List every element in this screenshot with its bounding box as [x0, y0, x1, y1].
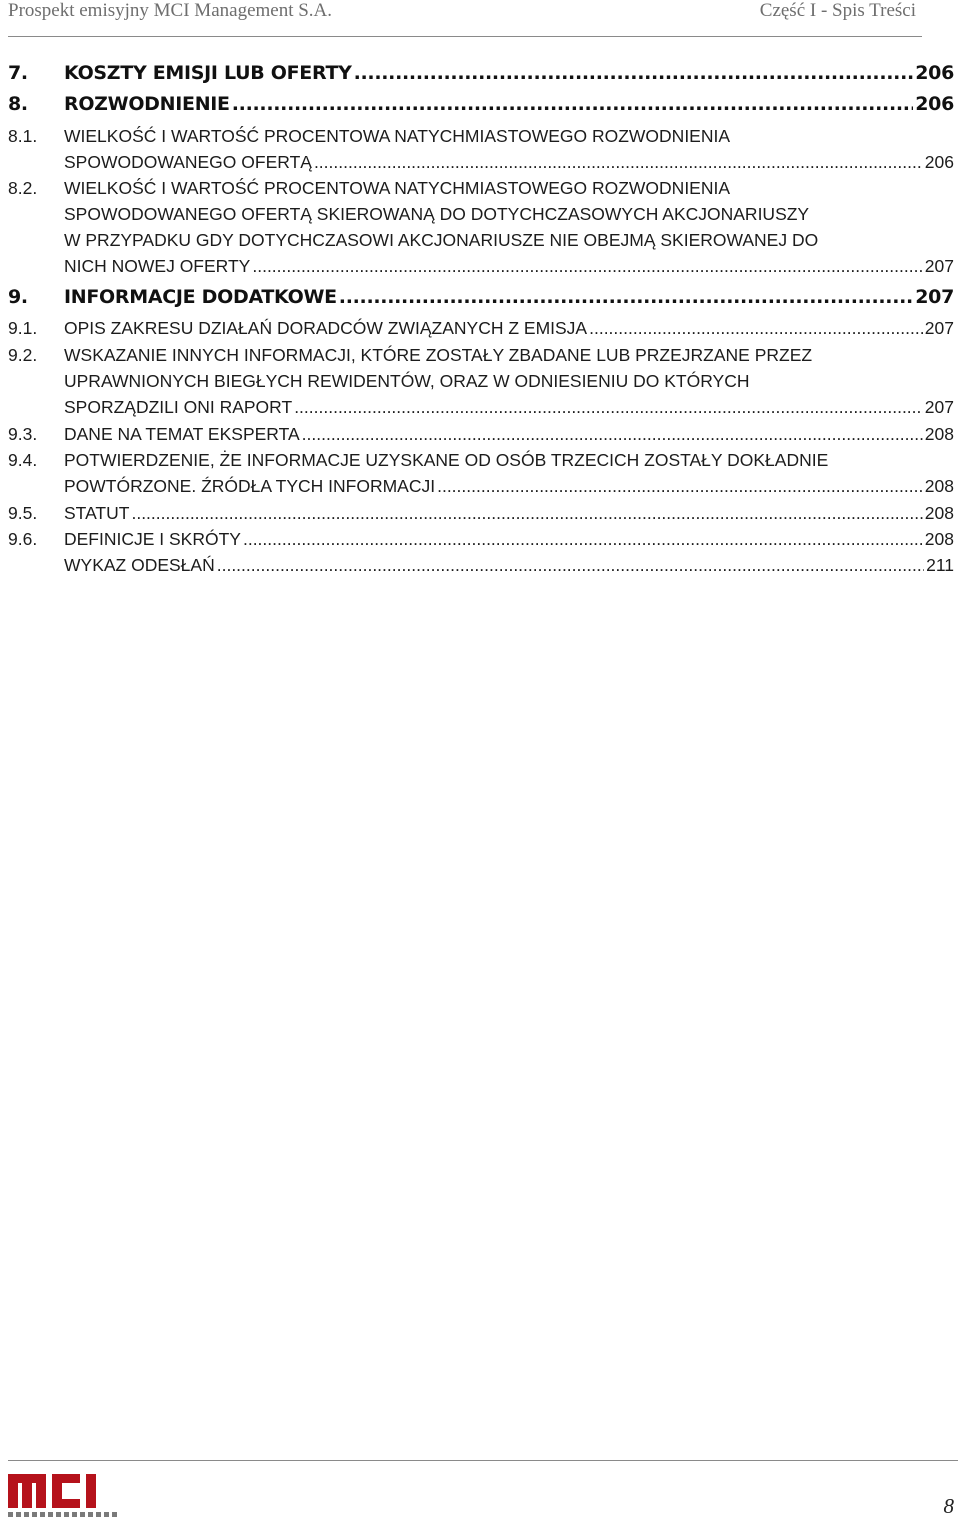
toc-entry-number: 9.5.	[8, 503, 38, 523]
toc-entry-title: OPIS ZAKRESU DZIAŁAŃ DORADCÓW ZWIĄZANYCH Z EMISJA	[64, 318, 588, 338]
page-number: 8	[943, 1494, 954, 1518]
toc-entry-title: SPOWODOWANEGO OFERTĄ SKIEROWANĄ DO DOTYCHCZASOWYCH AKCJONARIUSZY	[64, 204, 810, 224]
toc-entry-number: 9.	[8, 286, 28, 308]
toc-page-number: 207	[924, 397, 954, 417]
toc-dot-leader	[589, 318, 923, 339]
toc-dot-leader	[294, 397, 923, 418]
toc-entry-title: SPOWODOWANEGO OFERTĄ	[64, 152, 312, 172]
toc-page-number: 206	[915, 62, 954, 84]
toc-entry-number: 9.6.	[8, 529, 38, 549]
toc-dot-leader	[131, 503, 922, 524]
toc-entry-number: 8.2.	[8, 178, 38, 198]
toc-dot-leader	[252, 256, 922, 277]
toc-entry-title: STATUT	[64, 503, 130, 523]
toc-entry-title: UPRAWNIONYCH BIEGŁYCH REWIDENTÓW, ORAZ W ODNIESIENIU DO KTÓRYCH	[64, 371, 750, 391]
mci-logo	[8, 1468, 132, 1522]
toc-dot-leader	[354, 62, 914, 84]
toc-entry-title: W PRZYPADKU GDY DOTYCHCZASOWI AKCJONARIUSZE NIE OBEJMĄ SKIEROWANEJ DO	[64, 230, 819, 250]
toc-page-number: 208	[924, 503, 954, 523]
toc-dot-leader	[217, 555, 924, 576]
toc-entry-title: KOSZTY EMISJI LUB OFERTY	[64, 62, 352, 84]
toc-entry-title: NICH NOWEJ OFERTY	[64, 256, 251, 276]
header-section-title: Część I - Spis Treści	[759, 0, 916, 21]
toc-entry-number: 9.2.	[8, 345, 38, 365]
toc-entry-title: WIELKOŚĆ I WARTOŚĆ PROCENTOWA NATYCHMIASTOWEGO ROZWODNIENIA	[64, 126, 731, 146]
toc-entry-title: WYKAZ ODESŁAŃ	[64, 555, 215, 575]
toc-entry-title: DANE NA TEMAT EKSPERTA	[64, 424, 300, 444]
toc-page-number: 208	[924, 529, 954, 549]
toc-dot-leader	[232, 93, 913, 115]
toc-entry-number: 9.1.	[8, 318, 38, 338]
toc-entry-title: SPORZĄDZILI ONI RAPORT	[64, 397, 293, 417]
toc-entry-number: 9.4.	[8, 450, 38, 470]
toc-entry-number: 8.	[8, 93, 28, 115]
toc-entry-title: INFORMACJE DODATKOWE	[64, 286, 337, 308]
toc-page-number: 207	[924, 256, 954, 276]
toc-dot-leader	[314, 152, 923, 173]
running-header	[8, 0, 922, 37]
toc-page-number: 208	[924, 476, 954, 496]
toc-entry-number: 8.1.	[8, 126, 38, 146]
toc-page-number: 208	[924, 424, 954, 444]
toc-entry-title: WSKAZANIE INNYCH INFORMACJI, KTÓRE ZOSTAŁY ZBADANE LUB PRZEJRZANE PRZEZ	[64, 345, 813, 365]
footer-divider	[8, 1460, 958, 1461]
toc-dot-leader	[437, 476, 923, 497]
toc-entry-title: POTWIERDZENIE, ŻE INFORMACJE UZYSKANE OD OSÓB TRZECICH ZOSTAŁY DOKŁADNIE	[64, 450, 829, 470]
toc-entry-title: ROZWODNIENIE	[64, 93, 230, 115]
toc-entry-number: 9.3.	[8, 424, 38, 444]
toc-dot-leader	[302, 424, 923, 445]
toc-entry-title: DEFINICJE I SKRÓTY	[64, 529, 241, 549]
toc-page-number: 206	[924, 152, 954, 172]
toc-page-number: 207	[915, 286, 954, 308]
toc-entry-title: POWTÓRZONE. ŹRÓDŁA TYCH INFORMACJI	[64, 476, 436, 496]
toc-entry-number: 7.	[8, 62, 28, 84]
toc-page-number: 206	[915, 93, 954, 115]
toc-entry-title: WIELKOŚĆ I WARTOŚĆ PROCENTOWA NATYCHMIASTOWEGO ROZWODNIENIA	[64, 178, 731, 198]
toc-dot-leader	[339, 286, 913, 308]
toc-dot-leader	[243, 529, 923, 550]
header-document-title: Prospekt emisyjny MCI Management S.A.	[8, 0, 333, 21]
toc-page-number: 207	[924, 318, 954, 338]
toc-page-number: 211	[926, 555, 954, 575]
